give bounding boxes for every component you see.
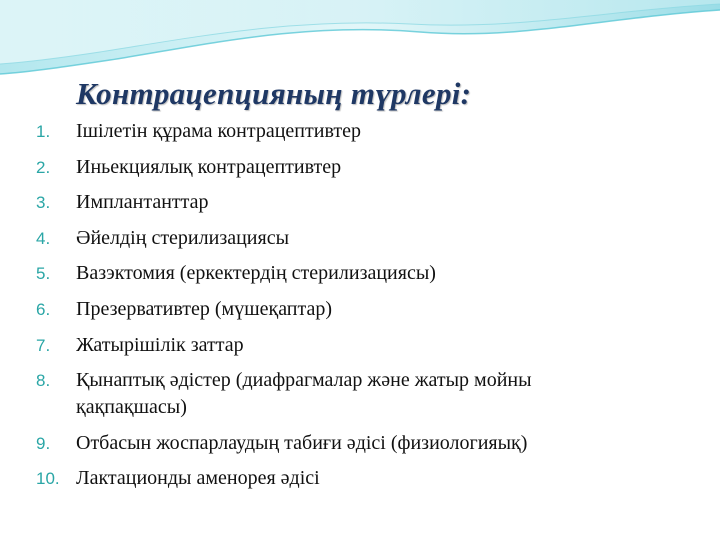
list-item-text: Қынаптық әдістер (диафрагмалар және жатыр мойны қақпақшасы) bbox=[76, 369, 532, 419]
list-item-number: 1. bbox=[36, 122, 51, 141]
list-item-text: Отбасын жоспарлаудың табиғи әдісі (физиологияық) bbox=[76, 431, 528, 454]
list-item-number: 10. bbox=[36, 469, 60, 489]
contraception-types-list bbox=[36, 118, 696, 501]
list-item-number: 2. bbox=[36, 157, 51, 177]
list-item bbox=[36, 154, 696, 181]
list-item bbox=[36, 225, 696, 252]
list-item-number: 6. bbox=[36, 299, 51, 319]
list-item-text: Жатырішілік заттар bbox=[76, 333, 244, 356]
list-item-text: Презервативтер (мүшеқаптар) bbox=[76, 297, 333, 320]
list-item-text: Вазэктомия (еркектердің стерилизациясы) bbox=[76, 262, 436, 285]
list-item-number: 7. bbox=[36, 335, 51, 355]
list-item-text: Ішілетін құрама контрацептивтер bbox=[76, 120, 362, 142]
list-item-number: 9. bbox=[36, 433, 51, 453]
list-item bbox=[36, 260, 696, 287]
list-item bbox=[36, 332, 696, 359]
slide-title: Контрацепцияның түрлері: bbox=[76, 76, 472, 111]
list-item-text: Әйелдің стерилизациясы bbox=[76, 226, 290, 249]
list-item-text: Лактационды аменорея әдісі bbox=[76, 467, 320, 490]
list-item bbox=[36, 465, 696, 492]
list-item bbox=[36, 430, 696, 457]
list-item-number: 8. bbox=[36, 371, 51, 391]
list-item-number: 3. bbox=[36, 193, 51, 213]
list-item-text: Имплантанттар bbox=[76, 191, 209, 214]
list-item bbox=[36, 367, 696, 421]
list-item-text: Иньекциялық контрацептивтер bbox=[76, 155, 342, 178]
list-item bbox=[36, 118, 696, 145]
list-item-number: 5. bbox=[36, 264, 51, 284]
wave-decoration bbox=[0, 0, 720, 80]
list-item bbox=[36, 189, 696, 216]
list-item-number: 4. bbox=[36, 228, 51, 248]
list-item bbox=[36, 296, 696, 323]
